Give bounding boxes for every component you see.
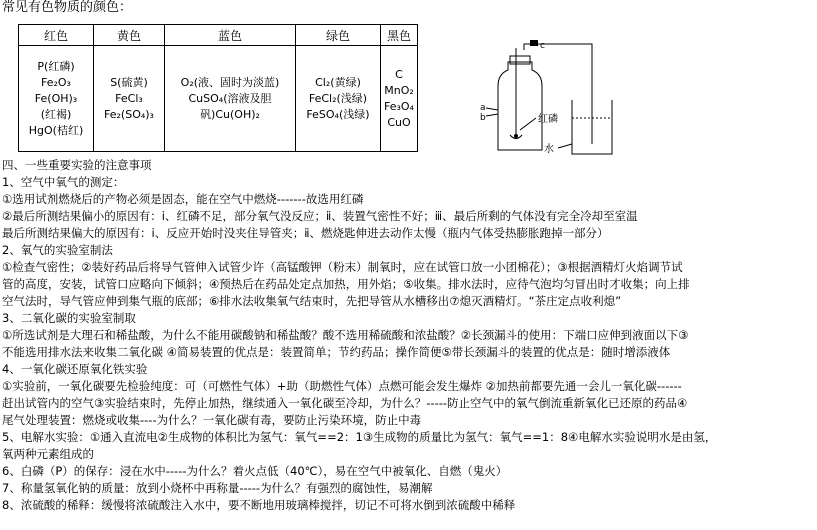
cell-text: O₂(液、固时为淡蓝) xyxy=(180,75,280,89)
label-c: c xyxy=(540,41,545,51)
text-line: 8、浓硫酸的稀释：缓慢将浓硫酸注入水中，要不断地用玻璃棒搅拌，切记不可将水倒到浓硫酸中稀释 xyxy=(2,498,516,512)
stopper-shape xyxy=(510,56,530,64)
cell-text: MnO₂ xyxy=(384,83,414,97)
pointer-a-shape xyxy=(486,108,498,110)
cell-blue xyxy=(165,46,296,152)
header-green: 绿色 xyxy=(296,25,381,46)
header-yellow: 黄色 xyxy=(94,25,165,46)
cell-text: FeSO₄(浅绿) xyxy=(306,107,370,121)
cell-yellow xyxy=(94,46,165,152)
text-line: ①选用试剂燃烧后的产物必须是固态，能在空气中燃烧-------故选用红磷 xyxy=(2,192,364,206)
section-heading: 四、一些重要实验的注意事项 xyxy=(2,158,152,172)
table-row xyxy=(19,46,418,152)
cell-text: CuSO₄(溶液及胆 xyxy=(188,91,272,105)
text-line: ②最后所测结果偏小的原因有：ⅰ、红磷不足，部分氧气没反应；ⅱ、装置气密性不好；ⅲ、最后所剩的气体没有完全冷却至室温 xyxy=(2,209,638,223)
text-line: 管的高度，安装，试管口应略向下倾斜；④预热后在药品处定点加热，用外焰；⑤收集。排水法时，应待气泡均匀冒出时才收集；向上排 xyxy=(2,277,690,291)
pointer-water-shape xyxy=(558,144,572,148)
text-line: ①检查气密性；②装好药品后将导气管伸入试管少许（高锰酸钾（粉末）制氧时，应在试管口放一小团棉花）；③根据酒精灯火焰调节试 xyxy=(2,260,683,274)
text-line: 6、白磷（P）的保存：浸在水中-----为什么？着火点低（40℃），易在空气中被氧化、自燃（鬼火） xyxy=(2,464,508,478)
label-red-phosphorus: 红磷 xyxy=(538,114,558,125)
text-line: 4、一氧化碳还原氧化铁实验 xyxy=(2,362,148,376)
text-line: 氧两种元素组成的 xyxy=(2,447,94,461)
cell-green xyxy=(296,46,381,152)
cell-text: Cl₂(黄绿) xyxy=(315,75,361,89)
header-blue: 蓝色 xyxy=(165,25,296,46)
cell-text: 矾)Cu(OH)₂ xyxy=(200,107,260,121)
page-title: 常见有色物质的颜色： xyxy=(2,0,133,15)
pointer-phosphorus-shape xyxy=(520,118,536,130)
text-line: 赶出试管内的空气③实验结束时，先停止加热，继续通入一氧化碳至冷却，为什么？-----防止空气中的氧气倒流重新氧化已还原的药品④ xyxy=(2,396,688,410)
cell-black xyxy=(381,46,418,152)
cell-text: C xyxy=(395,67,403,81)
cell-text: Fe₂O₃ xyxy=(41,75,71,89)
cell-text: P(红磷) xyxy=(37,59,75,73)
cell-red xyxy=(19,46,94,152)
cell-text: FeCl₂(浅绿) xyxy=(308,91,368,105)
clamp-shape xyxy=(530,40,538,46)
text-line: 空气法时，导气管应伸到集气瓶的底部；⑥排水法收集氧气结束时，先把导管从水槽移出⑦熄灭酒精灯。“茶庄定点收利熄” xyxy=(2,294,622,308)
cell-text: (红褐) xyxy=(40,107,72,121)
cell-text: Fe(OH)₃ xyxy=(34,91,78,105)
header-red: 红色 xyxy=(19,25,94,46)
text-line: ①所选试剂是大理石和稀盐酸，为什么不能用碳酸钠和稀盐酸？酸不选用稀硫酸和浓盐酸？②长颈漏斗的使用：下端口应伸到液面以下③ xyxy=(2,328,689,342)
color-table xyxy=(18,24,418,152)
phosphorus-apparatus-diagram xyxy=(480,40,615,162)
cell-text: Fe₃O₄ xyxy=(384,99,414,113)
text-line: ①实验前，一氧化碳要先检验纯度：可（可燃性气体）+助（助燃性气体）点燃可能会发生爆炸 ②加热前都要先通一会儿一氧化碳------ xyxy=(2,379,682,393)
table-header-row xyxy=(19,25,418,46)
cell-text: HgO(桔红) xyxy=(28,123,84,137)
header-black: 黑色 xyxy=(381,25,418,46)
label-a: a xyxy=(480,103,486,113)
text-line: 尾气处理装置：燃烧或收集----为什么？一氧化碳有毒，要防止污染环境，防止中毒 xyxy=(2,413,422,427)
cell-text: Fe₂(SO₄)₃ xyxy=(104,107,154,121)
text-line: 5、电解水实验：①通入直流电②生成物的体积比为氢气：氧气==2：1③生成物的质量比为氢气：氧气==1：8④电解水实验说明水是由氢， xyxy=(2,430,717,444)
cell-text: FeCl₃ xyxy=(115,91,143,105)
pointer-b-shape xyxy=(486,114,498,116)
text-line: 最后所测结果偏大的原因有：ⅰ、反应开始时没夹住导管夹；ⅱ、燃烧匙伸进去动作太慢（瓶内气体受热膨胀跑掉一部分） xyxy=(2,226,609,240)
cell-text: CuO xyxy=(387,115,411,129)
phosphorus-dot-shape xyxy=(514,134,518,138)
text-line: 3、二氧化碳的实验室制取 xyxy=(2,311,136,325)
text-line: 7、称量氢氧化钠的质量：放到小烧杯中再称量-----为什么？有强烈的腐蚀性，易潮解 xyxy=(2,481,433,495)
delivery-tube-shape xyxy=(524,44,592,144)
cell-text: S(硫黄) xyxy=(110,75,148,89)
label-b: b xyxy=(480,113,486,123)
text-line: 1、空气中氧气的测定： xyxy=(2,175,125,189)
label-water: 水 xyxy=(544,144,554,155)
text-line: 不能选用排水法来收集二氧化碳 ④简易装置的优点是：装置简单；节约药品；操作简便⑤带长颈漏斗的装置的优点是：随时增添液体 xyxy=(2,345,671,359)
text-line: 2、氧气的实验室制法 xyxy=(2,243,113,257)
